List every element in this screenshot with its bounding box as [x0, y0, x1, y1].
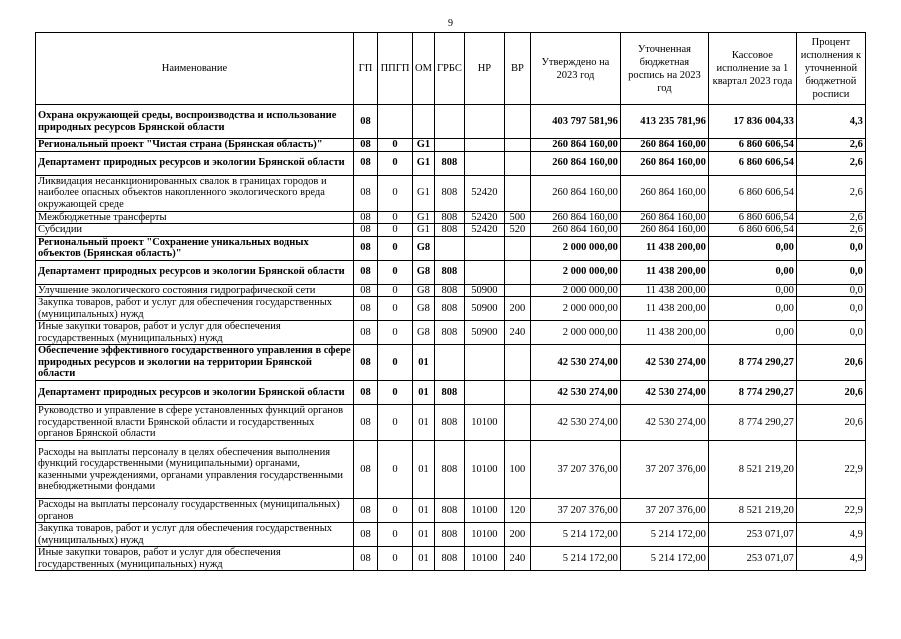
cell-om: 01 [413, 523, 435, 547]
cell-cash: 6 860 606,54 [708, 211, 796, 224]
cell-name: Региональный проект "Чистая страна (Брянская область)" [36, 139, 354, 152]
cell-grbs: 808 [434, 499, 464, 523]
cell-name: Иные закупки товаров, работ и услуг для обеспечения государственных (муниципальных) нужд [36, 547, 354, 571]
cell-ppgp [378, 105, 413, 139]
cell-approved: 5 214 172,00 [530, 547, 620, 571]
cell-refined: 11 438 200,00 [620, 321, 708, 345]
cell-om: G1 [413, 211, 435, 224]
cell-refined: 260 864 160,00 [620, 211, 708, 224]
cell-percent: 4,3 [796, 105, 865, 139]
cell-percent: 22,9 [796, 499, 865, 523]
cell-percent: 4,9 [796, 547, 865, 571]
cell-approved: 260 864 160,00 [530, 139, 620, 152]
cell-gp: 08 [354, 211, 378, 224]
cell-refined: 11 438 200,00 [620, 297, 708, 321]
cell-om [413, 105, 435, 139]
cell-grbs: 808 [434, 441, 464, 499]
cell-grbs: 808 [434, 224, 464, 237]
cell-name: Расходы на выплаты персоналу государственных (муниципальных) органов [36, 499, 354, 523]
cell-vr: 200 [504, 297, 530, 321]
cell-ppgp: 0 [378, 151, 413, 175]
cell-om: G1 [413, 224, 435, 237]
table-row [36, 284, 866, 297]
cell-refined: 37 207 376,00 [620, 499, 708, 523]
cell-np: 52420 [464, 175, 504, 211]
cell-np [464, 260, 504, 284]
cell-refined: 42 530 274,00 [620, 345, 708, 381]
cell-name: Иные закупки товаров, работ и услуг для обеспечения государственных (муниципальных) нужд [36, 321, 354, 345]
cell-ppgp: 0 [378, 284, 413, 297]
page-number: 9 [448, 18, 453, 29]
cell-cash: 8 774 290,27 [708, 345, 796, 381]
cell-ppgp: 0 [378, 211, 413, 224]
cell-om: 01 [413, 499, 435, 523]
cell-name: Ликвидация несанкционированных свалок в границах городов и наиболее опасных объектов накопленного экологического вреда окружающей среде [36, 175, 354, 211]
cell-ppgp: 0 [378, 236, 413, 260]
cell-name: Закупка товаров, работ и услуг для обеспечения государственных (муниципальных) нужд [36, 297, 354, 321]
cell-om: 01 [413, 345, 435, 381]
cell-cash: 0,00 [708, 321, 796, 345]
cell-om: 01 [413, 381, 435, 405]
cell-om: 01 [413, 547, 435, 571]
cell-refined: 260 864 160,00 [620, 175, 708, 211]
cell-np [464, 236, 504, 260]
table-row [36, 236, 866, 260]
cell-gp: 08 [354, 547, 378, 571]
cell-gp: 08 [354, 260, 378, 284]
cell-om: G8 [413, 260, 435, 284]
table-row [36, 175, 866, 211]
cell-vr: 200 [504, 523, 530, 547]
cell-gp: 08 [354, 381, 378, 405]
cell-name: Региональный проект "Сохранение уникальных водных объектов (Брянская область)" [36, 236, 354, 260]
cell-cash: 0,00 [708, 297, 796, 321]
cell-om: G1 [413, 175, 435, 211]
cell-om: G8 [413, 236, 435, 260]
cell-grbs [434, 236, 464, 260]
cell-cash: 6 860 606,54 [708, 151, 796, 175]
cell-gp: 08 [354, 523, 378, 547]
cell-cash: 0,00 [708, 284, 796, 297]
cell-gp: 08 [354, 499, 378, 523]
cell-name: Улучшение экологического состояния гидрографической сети [36, 284, 354, 297]
cell-name: Межбюджетные трансферты [36, 211, 354, 224]
cell-percent: 2,6 [796, 175, 865, 211]
cell-percent: 2,6 [796, 139, 865, 152]
cell-np: 50900 [464, 297, 504, 321]
cell-refined: 260 864 160,00 [620, 224, 708, 237]
table-row [36, 547, 866, 571]
cell-cash: 6 860 606,54 [708, 175, 796, 211]
table-row [36, 441, 866, 499]
cell-grbs: 808 [434, 547, 464, 571]
cell-vr [504, 260, 530, 284]
cell-gp: 08 [354, 175, 378, 211]
cell-percent: 0,0 [796, 236, 865, 260]
cell-name: Департамент природных ресурсов и экологии Брянской области [36, 260, 354, 284]
cell-gp: 08 [354, 236, 378, 260]
cell-cash: 6 860 606,54 [708, 224, 796, 237]
table-row [36, 151, 866, 175]
cell-ppgp: 0 [378, 381, 413, 405]
table-row [36, 105, 866, 139]
cell-grbs [434, 105, 464, 139]
cell-grbs: 808 [434, 151, 464, 175]
cell-approved: 37 207 376,00 [530, 441, 620, 499]
cell-gp: 08 [354, 224, 378, 237]
cell-om: G8 [413, 321, 435, 345]
cell-refined: 5 214 172,00 [620, 523, 708, 547]
header-om: ОМ [413, 33, 435, 105]
cell-percent: 20,6 [796, 405, 865, 441]
header-refined: Уточненная бюджетная роспись на 2023 год [620, 33, 708, 105]
cell-name: Охрана окружающей среды, воспроизводства и использование природных ресурсов Брянской области [36, 105, 354, 139]
cell-np: 52420 [464, 224, 504, 237]
cell-np [464, 151, 504, 175]
cell-grbs: 808 [434, 523, 464, 547]
cell-refined: 260 864 160,00 [620, 151, 708, 175]
cell-approved: 37 207 376,00 [530, 499, 620, 523]
header-percent: Процент исполнения к уточненной бюджетной росписи [796, 33, 865, 105]
cell-ppgp: 0 [378, 175, 413, 211]
cell-ppgp: 0 [378, 321, 413, 345]
cell-percent: 20,6 [796, 381, 865, 405]
cell-grbs: 808 [434, 405, 464, 441]
table-header-row [36, 33, 866, 105]
cell-np: 50900 [464, 284, 504, 297]
cell-gp: 08 [354, 405, 378, 441]
cell-cash: 253 071,07 [708, 523, 796, 547]
cell-ppgp: 0 [378, 297, 413, 321]
cell-grbs [434, 139, 464, 152]
cell-approved: 260 864 160,00 [530, 175, 620, 211]
cell-np [464, 345, 504, 381]
table-row [36, 381, 866, 405]
cell-vr [504, 381, 530, 405]
cell-vr [504, 405, 530, 441]
cell-ppgp: 0 [378, 547, 413, 571]
cell-approved: 5 214 172,00 [530, 523, 620, 547]
cell-approved: 2 000 000,00 [530, 236, 620, 260]
cell-cash: 0,00 [708, 236, 796, 260]
cell-np: 10100 [464, 405, 504, 441]
cell-cash: 8 521 219,20 [708, 499, 796, 523]
cell-om: G8 [413, 284, 435, 297]
cell-percent: 0,0 [796, 321, 865, 345]
cell-vr: 500 [504, 211, 530, 224]
cell-om: 01 [413, 405, 435, 441]
header-ppgp: ППГП [378, 33, 413, 105]
table-row [36, 139, 866, 152]
cell-np: 10100 [464, 523, 504, 547]
cell-cash: 8 774 290,27 [708, 381, 796, 405]
cell-om: G1 [413, 151, 435, 175]
cell-vr [504, 139, 530, 152]
cell-cash: 0,00 [708, 260, 796, 284]
cell-np: 52420 [464, 211, 504, 224]
cell-ppgp: 0 [378, 523, 413, 547]
cell-gp: 08 [354, 297, 378, 321]
header-approved: Утверждено на 2023 год [530, 33, 620, 105]
cell-gp: 08 [354, 105, 378, 139]
cell-name: Расходы на выплаты персоналу в целях обеспечения выполнения функций государственными (муниципальными) органами, казенными учреждениями, органами управления государственными внебюджетными фондами [36, 441, 354, 499]
cell-approved: 260 864 160,00 [530, 151, 620, 175]
header-np: НР [464, 33, 504, 105]
cell-gp: 08 [354, 151, 378, 175]
table-row [36, 211, 866, 224]
cell-vr [504, 284, 530, 297]
cell-gp: 08 [354, 321, 378, 345]
cell-name: Закупка товаров, работ и услуг для обеспечения государственных (муниципальных) нужд [36, 523, 354, 547]
cell-vr [504, 105, 530, 139]
cell-np: 10100 [464, 547, 504, 571]
cell-gp: 08 [354, 284, 378, 297]
cell-approved: 42 530 274,00 [530, 405, 620, 441]
cell-percent: 2,6 [796, 224, 865, 237]
cell-vr: 240 [504, 547, 530, 571]
cell-refined: 42 530 274,00 [620, 381, 708, 405]
header-gp: ГП [354, 33, 378, 105]
cell-grbs: 808 [434, 260, 464, 284]
table-row [36, 405, 866, 441]
cell-refined: 11 438 200,00 [620, 284, 708, 297]
cell-grbs [434, 345, 464, 381]
cell-np [464, 139, 504, 152]
cell-ppgp: 0 [378, 260, 413, 284]
cell-cash: 17 836 004,33 [708, 105, 796, 139]
cell-vr: 100 [504, 441, 530, 499]
cell-percent: 22,9 [796, 441, 865, 499]
cell-refined: 11 438 200,00 [620, 236, 708, 260]
cell-vr: 240 [504, 321, 530, 345]
cell-grbs: 808 [434, 284, 464, 297]
cell-approved: 2 000 000,00 [530, 284, 620, 297]
cell-gp: 08 [354, 441, 378, 499]
cell-refined: 5 214 172,00 [620, 547, 708, 571]
cell-name: Руководство и управление в сфере установленных функций органов государственной власти Брянской области и государственных органов Брянской области [36, 405, 354, 441]
cell-percent: 0,0 [796, 297, 865, 321]
cell-vr [504, 175, 530, 211]
header-grbs: ГРБС [434, 33, 464, 105]
cell-vr [504, 236, 530, 260]
cell-cash: 8 774 290,27 [708, 405, 796, 441]
cell-om: G1 [413, 139, 435, 152]
table-row [36, 499, 866, 523]
cell-name: Департамент природных ресурсов и экологии Брянской области [36, 151, 354, 175]
cell-np [464, 105, 504, 139]
cell-ppgp: 0 [378, 441, 413, 499]
cell-cash: 8 521 219,20 [708, 441, 796, 499]
cell-gp: 08 [354, 139, 378, 152]
cell-name: Департамент природных ресурсов и экологии Брянской области [36, 381, 354, 405]
cell-percent: 0,0 [796, 260, 865, 284]
table-row [36, 523, 866, 547]
table-row [36, 297, 866, 321]
cell-approved: 2 000 000,00 [530, 297, 620, 321]
cell-approved: 403 797 581,96 [530, 105, 620, 139]
cell-grbs: 808 [434, 211, 464, 224]
cell-refined: 260 864 160,00 [620, 139, 708, 152]
header-cash: Кассовое исполнение за 1 квартал 2023 года [708, 33, 796, 105]
table-row [36, 260, 866, 284]
cell-grbs: 808 [434, 381, 464, 405]
cell-percent: 4,9 [796, 523, 865, 547]
cell-ppgp: 0 [378, 224, 413, 237]
cell-name: Обеспечение эффективного государственного управления в сфере природных ресурсов и экологии на территории Брянской области [36, 345, 354, 381]
cell-ppgp: 0 [378, 499, 413, 523]
cell-ppgp: 0 [378, 345, 413, 381]
budget-table [35, 32, 866, 571]
cell-vr: 120 [504, 499, 530, 523]
cell-grbs: 808 [434, 321, 464, 345]
cell-np [464, 381, 504, 405]
cell-name: Субсидии [36, 224, 354, 237]
cell-approved: 2 000 000,00 [530, 321, 620, 345]
cell-vr [504, 151, 530, 175]
cell-cash: 253 071,07 [708, 547, 796, 571]
table-row [36, 224, 866, 237]
cell-grbs: 808 [434, 297, 464, 321]
cell-om: G8 [413, 297, 435, 321]
cell-refined: 11 438 200,00 [620, 260, 708, 284]
table-row [36, 321, 866, 345]
cell-cash: 6 860 606,54 [708, 139, 796, 152]
cell-percent: 2,6 [796, 151, 865, 175]
header-vr: ВР [504, 33, 530, 105]
cell-np: 10100 [464, 441, 504, 499]
cell-ppgp: 0 [378, 405, 413, 441]
cell-np: 50900 [464, 321, 504, 345]
cell-percent: 2,6 [796, 211, 865, 224]
cell-refined: 37 207 376,00 [620, 441, 708, 499]
cell-vr: 520 [504, 224, 530, 237]
cell-approved: 42 530 274,00 [530, 345, 620, 381]
cell-om: 01 [413, 441, 435, 499]
cell-approved: 2 000 000,00 [530, 260, 620, 284]
cell-approved: 260 864 160,00 [530, 211, 620, 224]
cell-gp: 08 [354, 345, 378, 381]
table-row [36, 345, 866, 381]
cell-ppgp: 0 [378, 139, 413, 152]
cell-vr [504, 345, 530, 381]
cell-refined: 413 235 781,96 [620, 105, 708, 139]
cell-grbs: 808 [434, 175, 464, 211]
cell-percent: 20,6 [796, 345, 865, 381]
cell-refined: 42 530 274,00 [620, 405, 708, 441]
cell-np: 10100 [464, 499, 504, 523]
cell-approved: 260 864 160,00 [530, 224, 620, 237]
cell-percent: 0,0 [796, 284, 865, 297]
cell-approved: 42 530 274,00 [530, 381, 620, 405]
header-name: Наименование [36, 33, 354, 105]
